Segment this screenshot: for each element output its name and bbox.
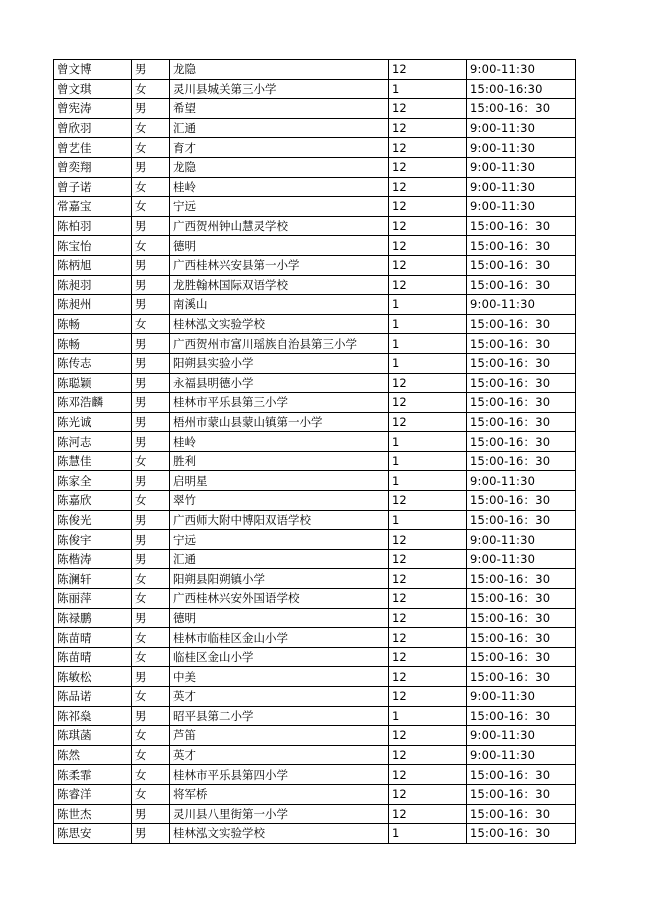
gender-cell: 女 [132,177,170,197]
student-name-cell: 陈俊宇 [54,530,132,550]
time-slot-cell: 9:00-11:30 [467,295,576,315]
table-row [54,236,576,256]
school-cell: 临桂区金山小学 [170,647,389,667]
table-row [54,295,576,315]
grade-cell: 12 [389,177,467,197]
table-row [54,451,576,471]
gender-cell: 男 [132,99,170,119]
time-slot-cell: 9:00-11:30 [467,138,576,158]
gender-cell: 女 [132,236,170,256]
table-row [54,334,576,354]
gender-cell: 女 [132,745,170,765]
school-cell: 灵川县八里街第一小学 [170,804,389,824]
gender-cell: 男 [132,412,170,432]
student-name-cell: 陈然 [54,745,132,765]
time-slot-cell: 15:00-16：30 [467,334,576,354]
school-cell: 梧州市蒙山县蒙山镇第一小学 [170,412,389,432]
gender-cell: 女 [132,197,170,217]
gender-cell: 男 [132,804,170,824]
table-row [54,765,576,785]
table-row [54,726,576,746]
grade-cell: 12 [389,216,467,236]
time-slot-cell: 15:00-16：30 [467,255,576,275]
gender-cell: 女 [132,79,170,99]
table-row [54,393,576,413]
gender-cell: 女 [132,726,170,746]
student-name-cell: 陈琪菡 [54,726,132,746]
gender-cell: 男 [132,530,170,550]
student-name-cell: 陈俊光 [54,510,132,530]
grade-cell: 12 [389,157,467,177]
gender-cell: 男 [132,608,170,628]
gender-cell: 男 [132,373,170,393]
school-cell: 德明 [170,608,389,628]
student-name-cell: 陈丽萍 [54,589,132,609]
grade-cell: 12 [389,236,467,256]
grade-cell: 12 [389,491,467,511]
time-slot-cell: 9:00-11:30 [467,471,576,491]
school-cell: 桂林市临桂区金山小学 [170,628,389,648]
grade-cell: 12 [389,530,467,550]
time-slot-cell: 15:00-16：30 [467,491,576,511]
gender-cell: 女 [132,589,170,609]
school-cell: 芦笛 [170,726,389,746]
time-slot-cell: 15:00-16：30 [467,647,576,667]
table-row [54,314,576,334]
student-name-cell: 陈禄鹏 [54,608,132,628]
gender-cell: 男 [132,334,170,354]
time-slot-cell: 9:00-11:30 [467,177,576,197]
school-cell: 阳朔县实验小学 [170,353,389,373]
student-name-cell: 陈传志 [54,353,132,373]
student-name-cell: 陈河志 [54,432,132,452]
school-cell: 龙隐 [170,157,389,177]
school-cell: 宁远 [170,197,389,217]
time-slot-cell: 15:00-16：30 [467,236,576,256]
student-name-cell: 陈嘉欣 [54,491,132,511]
grade-cell: 12 [389,765,467,785]
gender-cell: 男 [132,393,170,413]
grade-cell: 1 [389,79,467,99]
student-name-cell: 陈睿洋 [54,784,132,804]
table-row [54,667,576,687]
table-row [54,824,576,844]
time-slot-cell: 15:00-16：30 [467,275,576,295]
grade-cell: 12 [389,784,467,804]
table-row [54,510,576,530]
grade-cell: 1 [389,451,467,471]
student-name-cell: 曾宪涛 [54,99,132,119]
table-row [54,99,576,119]
student-name-cell: 陈光诚 [54,412,132,432]
student-name-cell: 曾奕翔 [54,157,132,177]
time-slot-cell: 9:00-11:30 [467,745,576,765]
school-cell: 广西贺州市富川瑶族自治县第三小学 [170,334,389,354]
time-slot-cell: 15:00-16：30 [467,510,576,530]
time-slot-cell: 15:00-16：30 [467,706,576,726]
gender-cell: 男 [132,157,170,177]
table-row [54,745,576,765]
school-cell: 广西贺州钟山慧灵学校 [170,216,389,236]
roster-table-body [54,60,576,844]
grade-cell: 12 [389,687,467,707]
time-slot-cell: 9:00-11:30 [467,726,576,746]
school-cell: 桂岭 [170,177,389,197]
school-cell: 英才 [170,745,389,765]
student-name-cell: 曾文博 [54,60,132,80]
student-name-cell: 陈柏羽 [54,216,132,236]
gender-cell: 男 [132,353,170,373]
gender-cell: 女 [132,451,170,471]
student-name-cell: 曾欣羽 [54,118,132,138]
table-row [54,177,576,197]
student-name-cell: 陈畅 [54,314,132,334]
table-row [54,608,576,628]
table-row [54,549,576,569]
grade-cell: 12 [389,569,467,589]
school-cell: 桂林泓文实验学校 [170,824,389,844]
table-row [54,628,576,648]
student-name-cell: 陈畅 [54,334,132,354]
school-cell: 桂林市平乐县第四小学 [170,765,389,785]
table-row [54,216,576,236]
gender-cell: 男 [132,255,170,275]
student-name-cell: 陈昶羽 [54,275,132,295]
school-cell: 阳朔县阳朔镇小学 [170,569,389,589]
student-name-cell: 陈慧佳 [54,451,132,471]
student-name-cell: 陈柔霏 [54,765,132,785]
grade-cell: 12 [389,60,467,80]
table-row [54,569,576,589]
grade-cell: 1 [389,334,467,354]
time-slot-cell: 15:00-16：30 [467,412,576,432]
school-cell: 汇通 [170,118,389,138]
gender-cell: 女 [132,765,170,785]
student-name-cell: 曾文琪 [54,79,132,99]
table-row [54,589,576,609]
table-row [54,275,576,295]
student-name-cell: 陈家全 [54,471,132,491]
grade-cell: 1 [389,824,467,844]
school-cell: 南溪山 [170,295,389,315]
table-row [54,197,576,217]
table-row [54,804,576,824]
student-name-cell: 陈苗晴 [54,647,132,667]
school-cell: 桂岭 [170,432,389,452]
table-row [54,647,576,667]
gender-cell: 女 [132,569,170,589]
table-row [54,255,576,275]
grade-cell: 12 [389,99,467,119]
time-slot-cell: 15:00-16：30 [467,804,576,824]
gender-cell: 男 [132,432,170,452]
grade-cell: 12 [389,549,467,569]
table-row [54,157,576,177]
gender-cell: 女 [132,314,170,334]
grade-cell: 12 [389,647,467,667]
gender-cell: 男 [132,667,170,687]
time-slot-cell: 15:00-16：30 [467,432,576,452]
time-slot-cell: 9:00-11:30 [467,687,576,707]
table-row [54,60,576,80]
student-name-cell: 陈宝怡 [54,236,132,256]
school-cell: 胜利 [170,451,389,471]
table-row [54,687,576,707]
school-cell: 德明 [170,236,389,256]
time-slot-cell: 15:00-16：30 [467,569,576,589]
grade-cell: 12 [389,804,467,824]
gender-cell: 女 [132,118,170,138]
school-cell: 永福县明德小学 [170,373,389,393]
grade-cell: 12 [389,589,467,609]
student-name-cell: 陈楷涛 [54,549,132,569]
school-cell: 将军桥 [170,784,389,804]
student-name-cell: 陈祁燊 [54,706,132,726]
gender-cell: 女 [132,138,170,158]
school-cell: 灵川县城关第三小学 [170,79,389,99]
school-cell: 龙隐 [170,60,389,80]
table-row [54,530,576,550]
school-cell: 育才 [170,138,389,158]
gender-cell: 男 [132,295,170,315]
student-name-cell: 陈昶州 [54,295,132,315]
grade-cell: 12 [389,726,467,746]
school-cell: 英才 [170,687,389,707]
gender-cell: 男 [132,471,170,491]
student-name-cell: 陈苗晴 [54,628,132,648]
student-name-cell: 陈聪颖 [54,373,132,393]
roster-table [53,59,576,844]
time-slot-cell: 9:00-11:30 [467,549,576,569]
student-name-cell: 陈思安 [54,824,132,844]
time-slot-cell: 15:00-16：30 [467,589,576,609]
grade-cell: 12 [389,118,467,138]
grade-cell: 12 [389,197,467,217]
grade-cell: 12 [389,373,467,393]
gender-cell: 男 [132,824,170,844]
school-cell: 希望 [170,99,389,119]
school-cell: 桂林泓文实验学校 [170,314,389,334]
time-slot-cell: 15:00-16：30 [467,628,576,648]
table-row [54,79,576,99]
student-name-cell: 陈邓浩麟 [54,393,132,413]
grade-cell: 1 [389,314,467,334]
grade-cell: 1 [389,706,467,726]
gender-cell: 男 [132,706,170,726]
gender-cell: 女 [132,687,170,707]
table-row [54,432,576,452]
student-name-cell: 曾子诺 [54,177,132,197]
time-slot-cell: 15:00-16：30 [467,608,576,628]
school-cell: 启明星 [170,471,389,491]
time-slot-cell: 9:00-11:30 [467,197,576,217]
student-name-cell: 陈柄旭 [54,255,132,275]
time-slot-cell: 15:00-16：30 [467,216,576,236]
grade-cell: 1 [389,353,467,373]
grade-cell: 12 [389,628,467,648]
student-name-cell: 常嘉宝 [54,197,132,217]
gender-cell: 男 [132,510,170,530]
time-slot-cell: 15:00-16:30 [467,79,576,99]
time-slot-cell: 9:00-11:30 [467,157,576,177]
time-slot-cell: 15:00-16：30 [467,353,576,373]
table-row [54,471,576,491]
grade-cell: 12 [389,393,467,413]
grade-cell: 12 [389,412,467,432]
time-slot-cell: 15:00-16：30 [467,99,576,119]
student-name-cell: 陈澜轩 [54,569,132,589]
gender-cell: 男 [132,60,170,80]
table-row [54,784,576,804]
table-row [54,138,576,158]
time-slot-cell: 15:00-16：30 [467,314,576,334]
time-slot-cell: 9:00-11:30 [467,530,576,550]
student-name-cell: 陈敏松 [54,667,132,687]
table-row [54,373,576,393]
student-name-cell: 曾艺佳 [54,138,132,158]
grade-cell: 1 [389,471,467,491]
grade-cell: 12 [389,275,467,295]
gender-cell: 女 [132,784,170,804]
time-slot-cell: 15:00-16：30 [467,765,576,785]
grade-cell: 12 [389,138,467,158]
grade-cell: 1 [389,510,467,530]
school-cell: 桂林市平乐县第三小学 [170,393,389,413]
grade-cell: 12 [389,667,467,687]
time-slot-cell: 15:00-16：30 [467,451,576,471]
time-slot-cell: 15:00-16：30 [467,373,576,393]
time-slot-cell: 15:00-16：30 [467,784,576,804]
student-name-cell: 陈品诺 [54,687,132,707]
grade-cell: 12 [389,255,467,275]
school-cell: 昭平县第二小学 [170,706,389,726]
school-cell: 广西桂林兴安外国语学校 [170,589,389,609]
school-cell: 翠竹 [170,491,389,511]
table-row [54,118,576,138]
school-cell: 广西师大附中博阳双语学校 [170,510,389,530]
gender-cell: 女 [132,647,170,667]
school-cell: 广西桂林兴安县第一小学 [170,255,389,275]
time-slot-cell: 15:00-16：30 [467,393,576,413]
gender-cell: 女 [132,491,170,511]
school-cell: 汇通 [170,549,389,569]
grade-cell: 12 [389,608,467,628]
table-row [54,353,576,373]
time-slot-cell: 15:00-16：30 [467,667,576,687]
grade-cell: 1 [389,432,467,452]
gender-cell: 男 [132,216,170,236]
student-name-cell: 陈世杰 [54,804,132,824]
school-cell: 中美 [170,667,389,687]
table-row [54,412,576,432]
gender-cell: 男 [132,275,170,295]
grade-cell: 12 [389,745,467,765]
table-row [54,491,576,511]
school-cell: 宁远 [170,530,389,550]
time-slot-cell: 15:00-16：30 [467,824,576,844]
table-row [54,706,576,726]
time-slot-cell: 9:00-11:30 [467,118,576,138]
gender-cell: 男 [132,549,170,569]
grade-cell: 1 [389,295,467,315]
gender-cell: 女 [132,628,170,648]
school-cell: 龙胜翰林国际双语学校 [170,275,389,295]
time-slot-cell: 9:00-11:30 [467,60,576,80]
